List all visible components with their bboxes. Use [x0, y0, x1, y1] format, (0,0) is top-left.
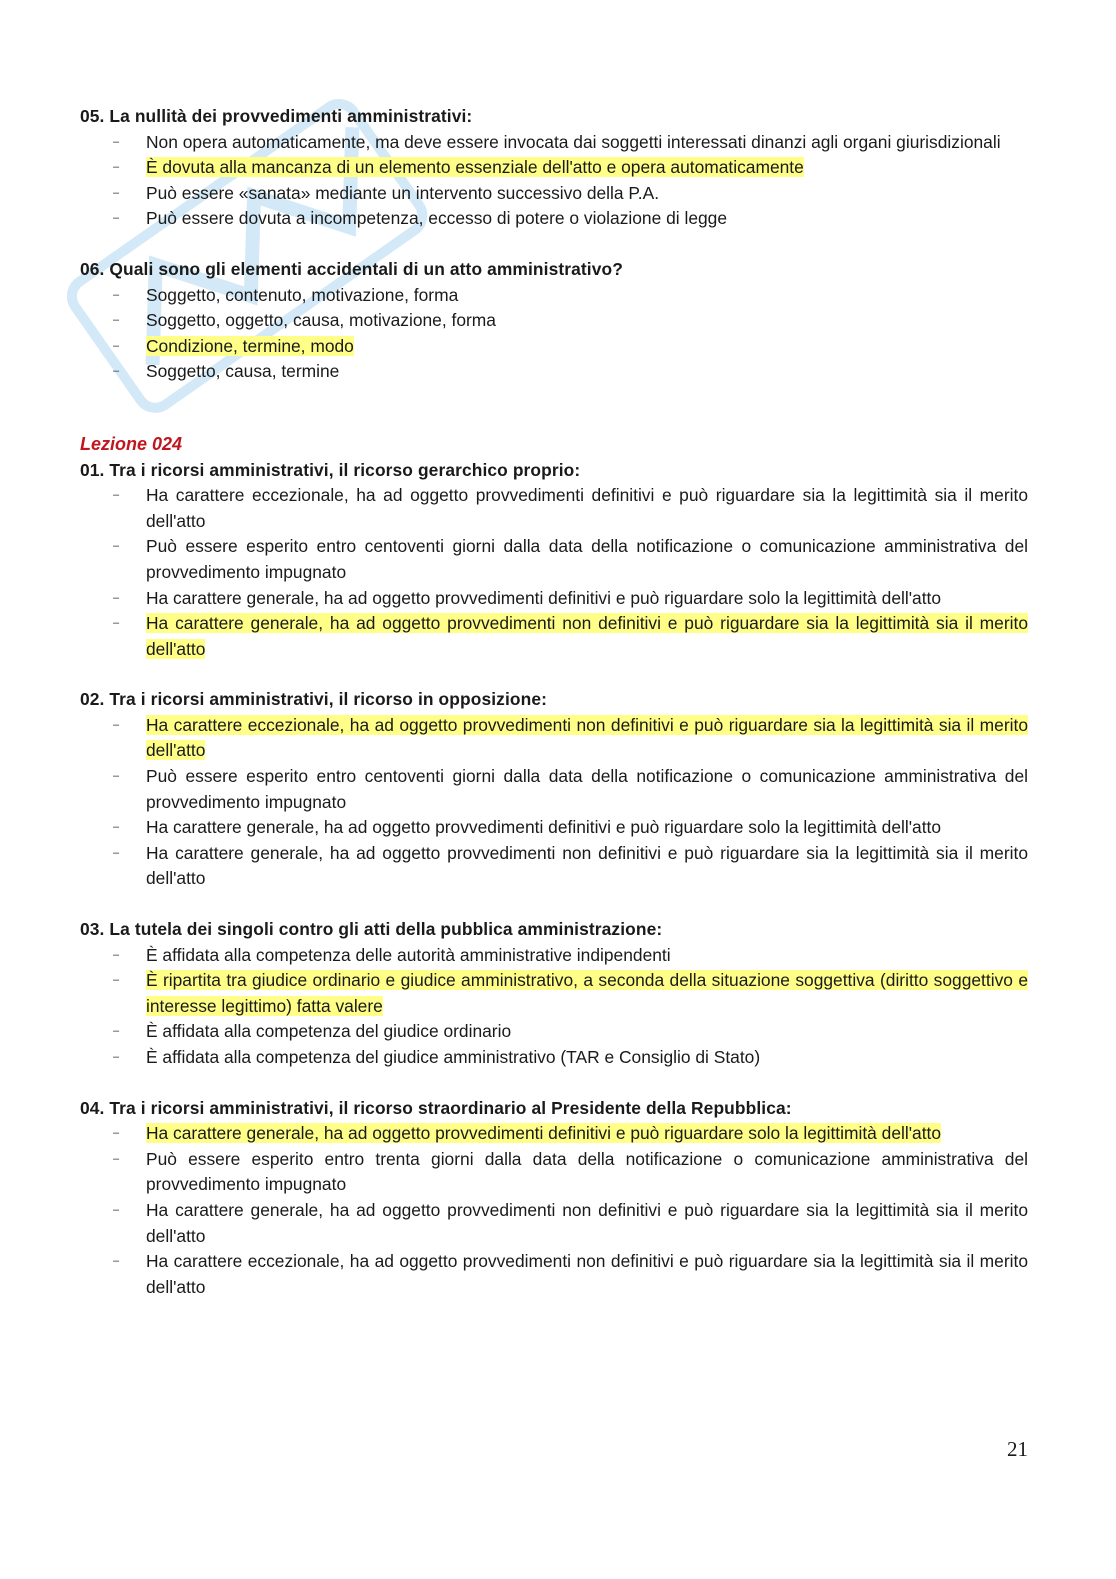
dash-bullet-icon: – — [113, 1025, 120, 1038]
dash-bullet-icon: – — [113, 135, 120, 148]
answer-item — [80, 586, 1028, 612]
answer-text-highlighted: Ha carattere generale, ha ad oggetto provvedimenti non definitivi e può riguardare sia la legittimità sia il merito dell'atto — [146, 613, 1028, 659]
dash-bullet-icon: – — [113, 846, 120, 859]
answer-item — [80, 1045, 1028, 1071]
dash-bullet-icon: – — [113, 948, 120, 961]
answer-text: Ha carattere generale, ha ad oggetto provvedimenti non definitivi e può riguardare sia la legittimità sia il merito dell'atto — [146, 1199, 1028, 1246]
answer-text: Ha carattere generale, ha ad oggetto provvedimenti non definitivi e può riguardare sia la legittimità sia il merito dell'atto — [146, 842, 1028, 889]
answer-item-correct — [80, 611, 1028, 662]
dash-bullet-icon: – — [113, 1152, 120, 1165]
dash-bullet-icon: – — [113, 1203, 120, 1216]
lesson-title: Lezione 024 — [80, 433, 183, 454]
answer-item-correct — [80, 1121, 1028, 1147]
answer-item — [80, 1198, 1028, 1249]
answer-text: Può essere esperito entro centoventi giorni dalla data della notificazione o comunicazione amministrativa del provvedimento impugnato — [146, 536, 1028, 582]
dash-bullet-icon: – — [113, 591, 120, 604]
answer-item — [80, 815, 1028, 841]
answer-text: Ha carattere generale, ha ad oggetto provvedimenti definitivi e può riguardare solo la legittimità dell'atto — [146, 817, 942, 838]
answer-item — [80, 283, 1028, 309]
answer-text-highlighted: Condizione, termine, modo — [146, 335, 354, 356]
answer-item — [80, 841, 1028, 892]
answer-text: Ha carattere eccezionale, ha ad oggetto provvedimenti non definitivi e può riguardare sia la legittimità sia il merito dell'atto — [146, 1251, 1028, 1297]
answer-text-highlighted: È dovuta alla mancanza di un elemento essenziale dell'atto e opera automaticamente — [146, 157, 804, 178]
question-block — [80, 104, 1028, 232]
answer-list — [80, 483, 1028, 662]
dash-bullet-icon: – — [113, 617, 120, 630]
question-block — [80, 917, 1028, 1071]
answer-text: È affidata alla competenza del giudice ordinario — [146, 1021, 512, 1042]
dash-bullet-icon: – — [113, 339, 120, 352]
answer-item-correct — [80, 713, 1028, 764]
answer-text: Può essere esperito entro centoventi giorni dalla data della notificazione o comunicazione amministrativa del provvedimento impugnato — [146, 766, 1028, 812]
question-title: 06. Quali sono gli elementi accidentali di un atto amministrativo? — [80, 258, 623, 279]
answer-text: Può essere «sanata» mediante un intervento successivo della P.A. — [146, 182, 660, 203]
dash-bullet-icon: – — [113, 1255, 120, 1268]
page-number: 21 — [1007, 1437, 1028, 1461]
question-title: 03. La tutela dei singoli contro gli atti della pubblica amministrazione: — [80, 919, 663, 940]
answer-text: Può essere esperito entro trenta giorni dalla data della notificazione o comunicazione amministrativa del provvedimento impugnato — [146, 1148, 1028, 1195]
question-title: 02. Tra i ricorsi amministrativi, il ricorso in opposizione: — [80, 689, 547, 710]
answer-item — [80, 483, 1028, 534]
answer-item-correct — [80, 334, 1028, 360]
answer-text: Soggetto, oggetto, causa, motivazione, forma — [146, 310, 496, 331]
answer-list — [80, 1121, 1028, 1300]
dash-bullet-icon: – — [113, 1051, 120, 1063]
dash-bullet-icon: – — [113, 161, 120, 174]
answer-item — [80, 308, 1028, 334]
answer-text: Ha carattere generale, ha ad oggetto provvedimenti definitivi e può riguardare solo la legittimità dell'atto — [146, 587, 942, 608]
answer-item — [80, 1147, 1028, 1198]
answer-item — [80, 943, 1028, 969]
question-title: 01. Tra i ricorsi amministrativi, il ricorso gerarchico proprio: — [80, 459, 581, 480]
dash-bullet-icon: – — [113, 718, 120, 731]
dash-bullet-icon: – — [113, 540, 120, 553]
answer-text: Soggetto, causa, termine — [146, 361, 340, 382]
dash-bullet-icon: – — [113, 314, 120, 327]
dash-bullet-icon: – — [113, 288, 120, 301]
dash-bullet-icon: – — [113, 770, 120, 783]
answer-item — [80, 130, 1028, 156]
question-block — [80, 458, 1028, 663]
answer-item — [80, 181, 1028, 207]
answer-item — [80, 1249, 1028, 1300]
answer-text: È affidata alla competenza del giudice amministrativo (TAR e Consiglio di Stato) — [146, 1047, 761, 1067]
answer-text: Non opera automaticamente, ma deve essere invocata dai soggetti interessati dinanzi agli organi giurisdizionali — [146, 131, 1001, 152]
answer-list — [80, 130, 1028, 232]
answer-item — [80, 534, 1028, 585]
answer-text-highlighted: È ripartita tra giudice ordinario e giudice amministrativo, a seconda della situazione soggettiva (diritto soggettivo e interesse legittimo) fatta valere — [146, 970, 1028, 1016]
answer-item — [80, 1019, 1028, 1045]
document-body — [80, 104, 1028, 1325]
answer-list — [80, 943, 1028, 1071]
answer-text-highlighted: Ha carattere eccezionale, ha ad oggetto provvedimenti non definitivi e può riguardare sia la legittimità sia il merito dell'atto — [146, 714, 1028, 761]
answer-item-correct — [80, 155, 1028, 181]
answer-item — [80, 206, 1028, 232]
answer-list — [80, 283, 1028, 385]
answer-list — [80, 713, 1028, 892]
answer-item — [80, 764, 1028, 815]
answer-text: È affidata alla competenza delle autorità amministrative indipendenti — [146, 944, 671, 965]
question-title: 05. La nullità dei provvedimenti amministrativi: — [80, 106, 473, 126]
answer-item — [80, 359, 1028, 385]
dash-bullet-icon: – — [113, 1127, 120, 1140]
answer-text-highlighted: Ha carattere generale, ha ad oggetto provvedimenti definitivi e può riguardare solo la legittimità dell'atto — [146, 1123, 942, 1144]
answer-text: Soggetto, contenuto, motivazione, forma — [146, 284, 459, 305]
answer-text: Può essere dovuta a incompetenza, eccesso di potere o violazione di legge — [146, 208, 728, 229]
dash-bullet-icon: – — [113, 821, 120, 834]
dash-bullet-icon: – — [113, 365, 120, 378]
question-block — [80, 257, 1028, 385]
dash-bullet-icon: – — [113, 212, 120, 225]
question-title: 04. Tra i ricorsi amministrativi, il ricorso straordinario al Presidente della Repubblica: — [80, 1097, 792, 1118]
answer-item-correct — [80, 968, 1028, 1019]
dash-bullet-icon: – — [113, 186, 120, 199]
question-block — [80, 687, 1028, 892]
question-block — [80, 1096, 1028, 1301]
dash-bullet-icon: – — [113, 974, 120, 987]
dash-bullet-icon: – — [113, 489, 120, 502]
answer-text: Ha carattere eccezionale, ha ad oggetto provvedimenti definitivi e può riguardare sia la legittimità sia il merito dell'atto — [146, 485, 1028, 531]
